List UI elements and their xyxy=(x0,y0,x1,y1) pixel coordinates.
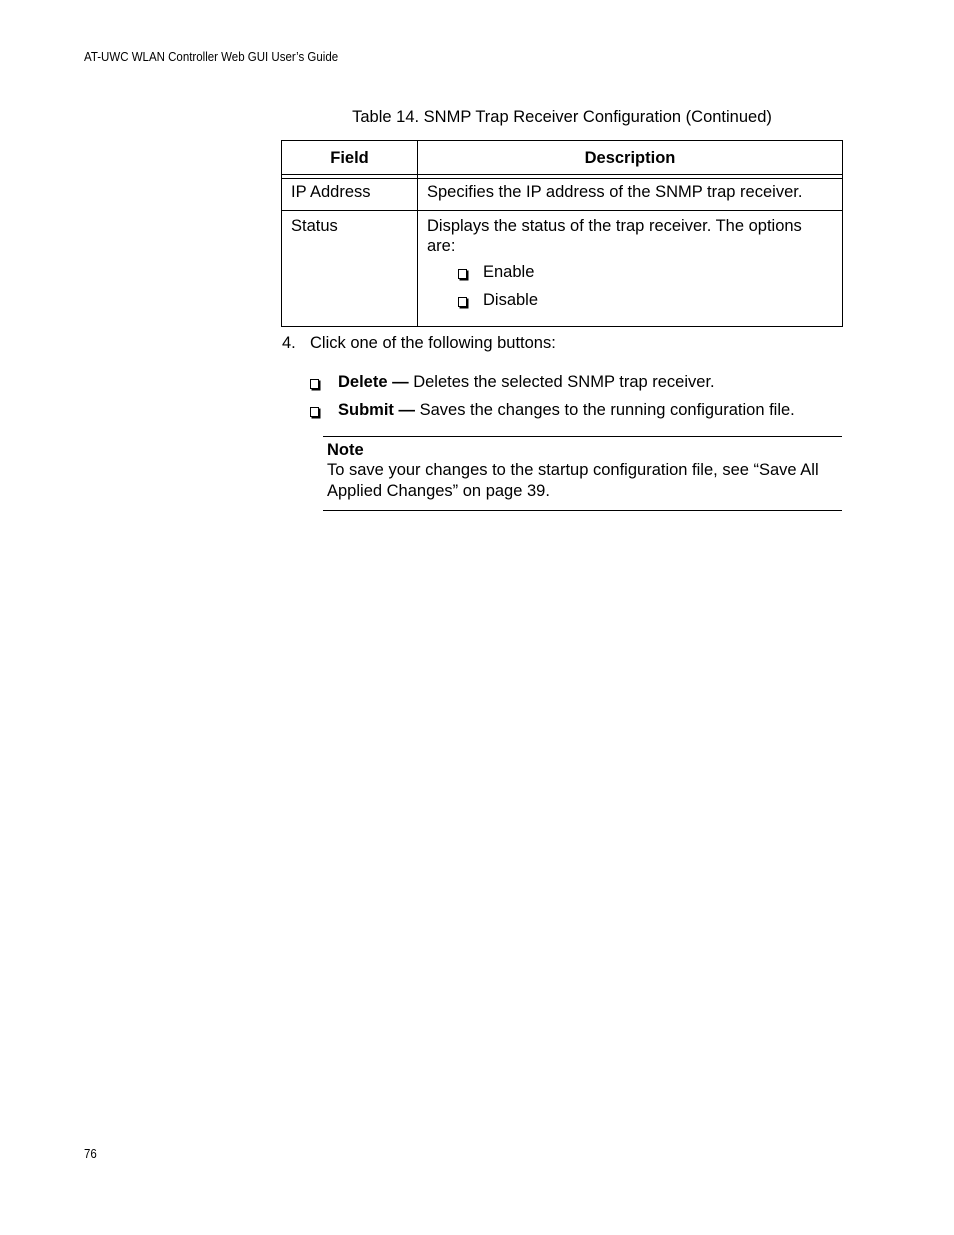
hollow-square-bullet-icon xyxy=(458,269,467,279)
field-description: Specifies the IP address of the SNMP trap receiver. xyxy=(427,183,803,201)
note-title: Note xyxy=(327,441,364,459)
list-item xyxy=(427,262,833,290)
procedure-step xyxy=(282,334,556,353)
field-name: Status xyxy=(291,217,338,235)
description-cell xyxy=(418,179,843,211)
list-item xyxy=(309,400,795,428)
field-description-container xyxy=(418,211,842,326)
field-name: IP Address xyxy=(291,183,371,201)
step-number: 4. xyxy=(282,334,296,352)
field-description: Displays the status of the trap receiver. The options are: xyxy=(427,217,802,255)
column-header-field: Field xyxy=(282,141,418,175)
field-cell xyxy=(282,211,418,327)
table-header-row xyxy=(282,141,843,175)
buttons-list xyxy=(309,372,795,428)
description-cell xyxy=(418,211,843,327)
table-row xyxy=(282,211,843,327)
button-name: Delete — xyxy=(338,373,409,391)
table-row xyxy=(282,179,843,211)
button-name: Submit — xyxy=(338,401,415,419)
options-list xyxy=(427,262,833,318)
button-description: Saves the changes to the running configuration file. xyxy=(415,401,795,419)
table-caption: Table 14. SNMP Trap Receiver Configuration (Continued) xyxy=(352,108,772,126)
snmp-trap-receiver-table xyxy=(281,140,843,327)
field-cell xyxy=(282,179,418,211)
hollow-square-bullet-icon xyxy=(310,379,319,389)
button-description: Deletes the selected SNMP trap receiver. xyxy=(408,373,715,391)
note-body: To save your changes to the startup configuration file, see “Save All Applied Changes” on page 39. xyxy=(327,461,819,500)
list-item xyxy=(309,372,795,400)
hollow-square-bullet-icon xyxy=(458,297,467,307)
step-text: Click one of the following buttons: xyxy=(310,334,556,352)
running-header: AT-UWC WLAN Controller Web GUI User’s Guide xyxy=(84,50,339,64)
page-number: 76 xyxy=(84,1147,97,1161)
note-box xyxy=(323,436,842,511)
list-item xyxy=(427,290,833,318)
hollow-square-bullet-icon xyxy=(310,407,319,417)
option-label: Disable xyxy=(483,291,539,309)
column-header-description: Description xyxy=(418,141,843,175)
option-label: Enable xyxy=(483,263,535,281)
